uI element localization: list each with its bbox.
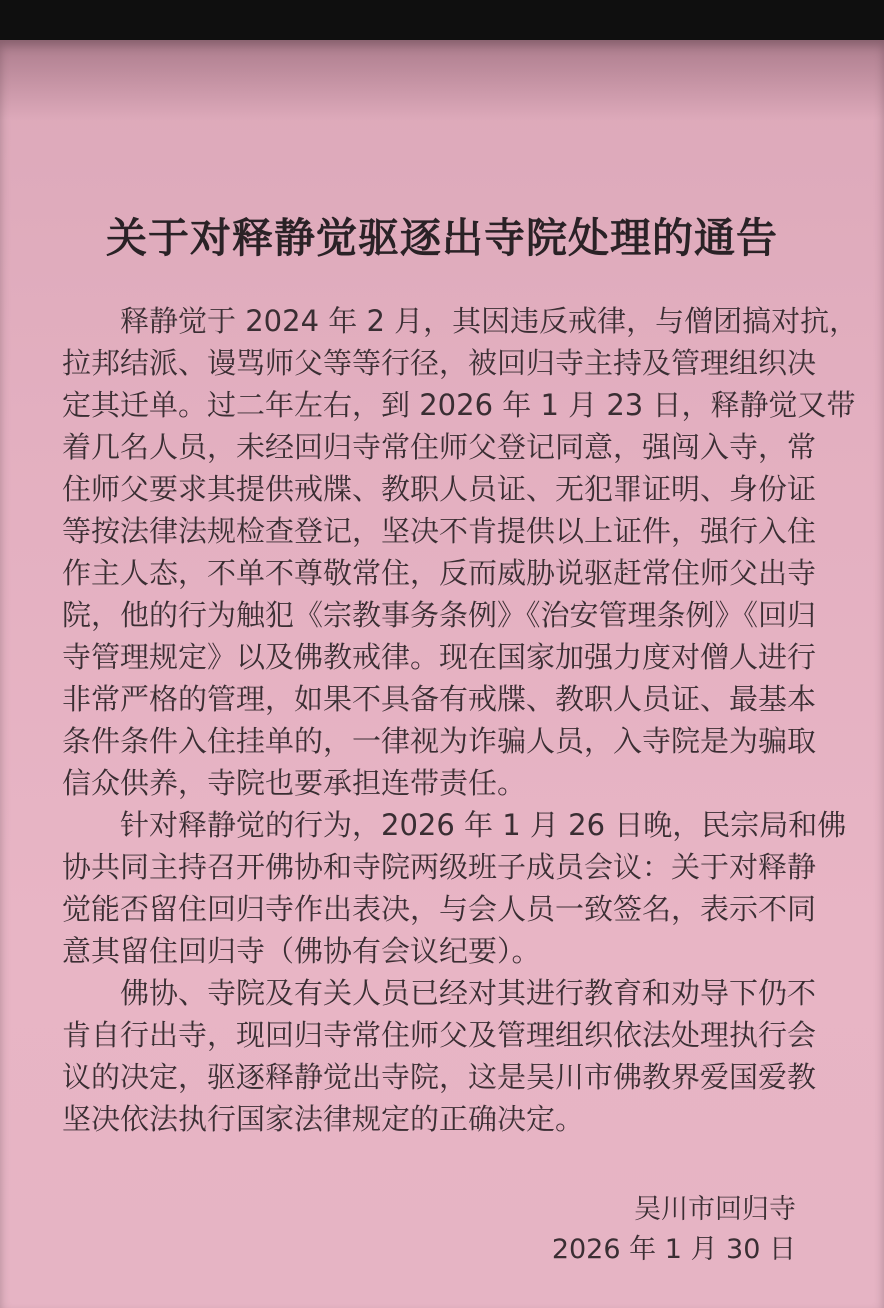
body-line: 等按法律法规检查登记，坚决不肯提供以上证件，强行入住 bbox=[62, 514, 817, 548]
notice-body bbox=[62, 300, 884, 1140]
body-line: 拉邦结派、谩骂师父等等行径，被回归寺主持及管理组织决 bbox=[62, 346, 817, 380]
body-line: 定其迁单。过二年左右，到 2026 年 1 月 23 日，释静觉又带 bbox=[62, 388, 856, 422]
body-line: 非常严格的管理，如果不具备有戒牒、教职人员证、最基本 bbox=[62, 682, 817, 716]
issuer-name: 吴川市回归寺 bbox=[634, 1194, 796, 1225]
body-line: 释静觉于 2024 年 2 月，其因违反戒律，与僧团搞对抗， bbox=[120, 304, 859, 338]
body-line: 意其留住回归寺（佛协有会议纪要）。 bbox=[62, 934, 541, 968]
body-line: 院，他的行为触犯《宗教事务条例》《治安管理条例》《回归 bbox=[62, 598, 817, 632]
body-line: 着几名人员，未经回归寺常住师父登记同意，强闯入寺，常 bbox=[62, 430, 817, 464]
signature-block bbox=[552, 1190, 796, 1270]
body-line: 肯自行出寺，现回归寺常住师父及管理组织依法处理执行会 bbox=[62, 1018, 817, 1052]
top-black-bar bbox=[0, 0, 884, 44]
body-line: 议的决定，驱逐释静觉出寺院，这是吴川市佛教界爱国爱教 bbox=[62, 1060, 817, 1094]
body-line: 针对释静觉的行为，2026 年 1 月 26 日晚，民宗局和佛 bbox=[120, 808, 847, 842]
body-line: 信众供养，寺院也要承担连带责任。 bbox=[62, 766, 527, 800]
body-line: 寺管理规定》以及佛教戒律。现在国家加强力度对僧人进行 bbox=[62, 640, 817, 674]
body-line: 佛协、寺院及有关人员已经对其进行教育和劝导下仍不 bbox=[120, 976, 817, 1010]
body-line: 觉能否留住回归寺作出表决，与会人员一致签名，表示不同 bbox=[62, 892, 817, 926]
body-line: 坚决依法执行国家法律规定的正确决定。 bbox=[62, 1102, 585, 1136]
body-line: 协共同主持召开佛协和寺院两级班子成员会议：关于对释静 bbox=[62, 850, 817, 884]
body-line: 条件条件入住挂单的，一律视为诈骗人员，入寺院是为骗取 bbox=[62, 724, 817, 758]
issue-date: 2026 年 1 月 30 日 bbox=[551, 1234, 796, 1265]
body-line: 住师父要求其提供戒牒、教职人员证、无犯罪证明、身份证 bbox=[62, 472, 817, 506]
body-line: 作主人态，不单不尊敬常住，反而威胁说驱赶常住师父出寺 bbox=[62, 556, 817, 590]
notice-title: 关于对释静觉驱逐出寺院处理的通告 bbox=[106, 214, 778, 262]
